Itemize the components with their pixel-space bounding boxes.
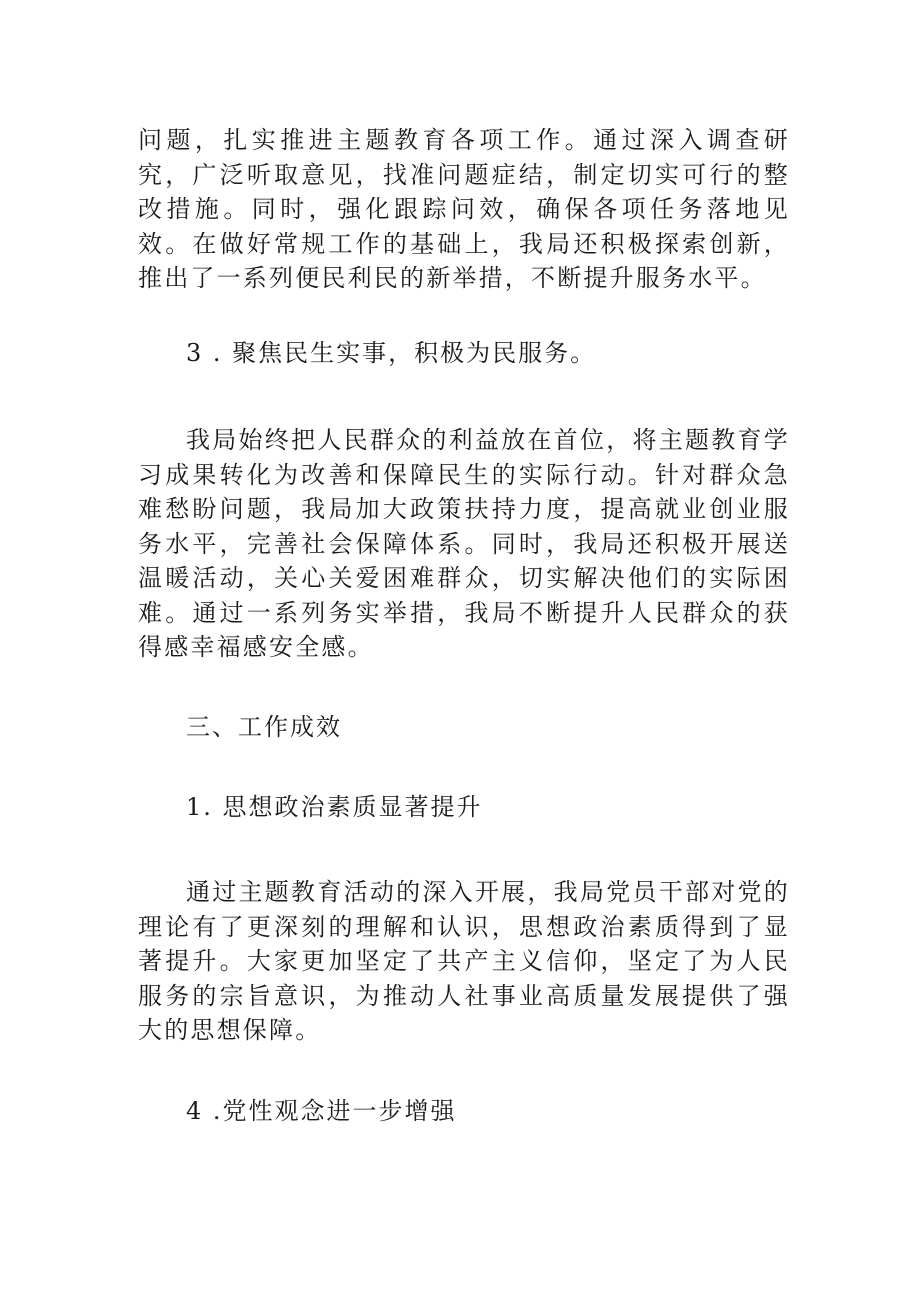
paragraph-continuation: 问题，扎实推进主题教育各项工作。通过深入调查研究，广泛听取意见，找准问题症结，制定切实可行的整改措施。同时，强化跟踪问效，确保各项任务落地见效。在做好常规工作的基础上，我局还积极探索创新，推出了一系列便民利民的新举措，不断提升服务水平。: [138, 126, 790, 292]
section-heading-4: 4 .党性观念进一步增强: [186, 1097, 457, 1125]
paragraph-livelihood: 我局始终把人民群众的利益放在首位，将主题教育学习成果转化为改善和保障民生的实际行动。针对群众急难愁盼问题，我局加大政策扶持力度，提高就业创业服务水平，完善社会保障体系。同时，我局还积极开展送温暖活动，关心关爱困难群众，切实解决他们的实际困难。通过一系列务实举措，我局不断提升人民群众的获得感幸福感安全感。: [138, 426, 790, 661]
chapter-heading-results: 三、工作成效: [186, 713, 342, 741]
section-heading-3: 3 . 聚焦民生实事，积极为民服务。: [186, 339, 597, 367]
section-heading-1: 1. 思想政治素质显著提升: [186, 793, 483, 821]
paragraph-ideology: 通过主题教育活动的深入开展，我局党员干部对党的理论有了更深刻的理解和认识，思想政治素质得到了显著提升。大家更加坚定了共产主义信仰，坚定了为人民服务的宗旨意识，为推动人社事业高质量发展提供了强大的思想保障。: [138, 878, 790, 1044]
